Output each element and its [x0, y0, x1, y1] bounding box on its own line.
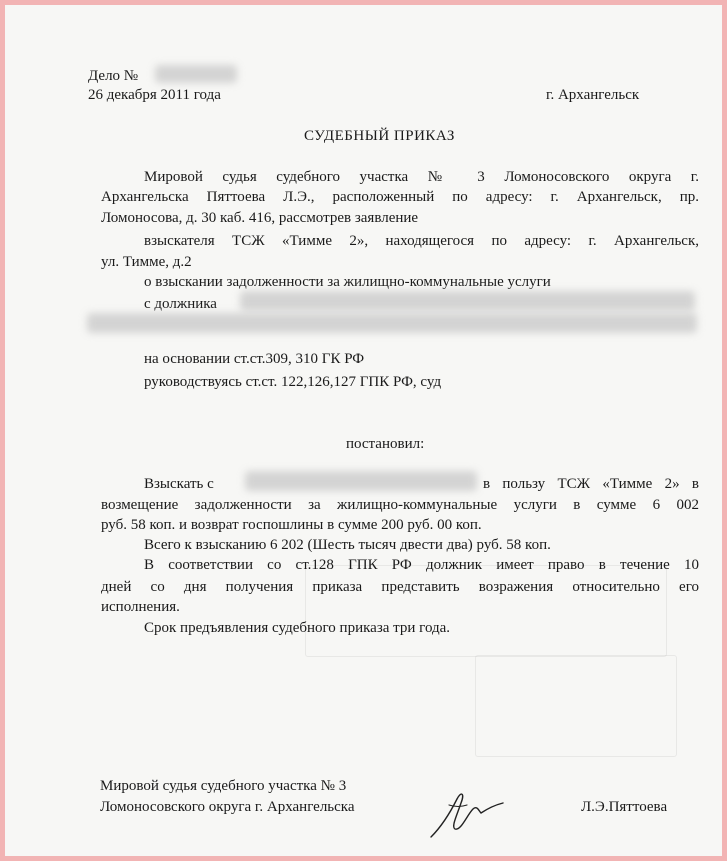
document-date: 26 декабря 2011 года: [88, 87, 221, 103]
redacted-debtor: [87, 313, 697, 333]
term-line: Срок предъявления судебного приказа три года.: [144, 620, 451, 636]
handwritten-signature: [421, 785, 511, 845]
body-line: возмещение задолженности за жилищно-коммунальные услуги в сумме 6 002: [101, 497, 699, 513]
judge-name: Л.Э.Пяттоева: [581, 799, 668, 815]
total-line: Всего к взысканию 6 202 (Шесть тысяч двести два) руб. 58 коп.: [144, 537, 551, 553]
intro-line: Мировой судья судебного участка № 3 Ломоносовского округа г.: [144, 169, 699, 185]
intro-line: о взыскании задолженности за жилищно-коммунальные услуги: [144, 274, 551, 290]
redacted-debtor: [240, 291, 695, 311]
body-line: исполнения.: [101, 599, 180, 615]
document-title: СУДЕБНЫЙ ПРИКАЗ: [304, 128, 455, 144]
intro-line: взыскателя ТСЖ «Тимме 2», находящегося по адресу: г. Архангельск,: [144, 233, 699, 249]
body-line: дней со дня получения приказа представить возражения относительно его: [101, 579, 699, 595]
debtor-label: с должника: [144, 296, 217, 312]
resolved-heading: постановил:: [346, 436, 425, 452]
document-page: [5, 5, 722, 856]
basis-line: руководствуясь ст.ст. 122,126,127 ГПК РФ, суд: [144, 374, 442, 390]
redacted-debtor-name: [245, 471, 477, 491]
show-through-mark: [475, 655, 677, 757]
intro-line: Ломоносова, д. 30 каб. 416, рассмотрев заявление: [101, 210, 419, 226]
case-number-label: Дело №: [88, 68, 139, 84]
body-line: В соответствии со ст.128 ГПК РФ должник имеет право в течение 10: [144, 557, 699, 573]
intro-line: ул. Тимме, д.2: [101, 254, 192, 270]
redacted-case-number: [155, 65, 237, 83]
basis-line: на основании ст.ст.309, 310 ГК РФ: [144, 351, 365, 367]
body-line: руб. 58 коп. и возврат госпошлины в сумме 200 руб. 00 коп.: [101, 517, 482, 533]
document-city: г. Архангельск: [546, 87, 640, 103]
intro-line: Архангельска Пяттоева Л.Э., расположенный по адресу: г. Архангельск, пр.: [101, 189, 699, 205]
signature-line: Ломоносовского округа г. Архангельска: [100, 799, 355, 815]
body-line: Взыскать с: [144, 476, 214, 492]
body-line: в пользу ТСЖ «Тимме 2» в: [483, 476, 699, 492]
signature-line: Мировой судья судебного участка № 3: [100, 778, 347, 794]
